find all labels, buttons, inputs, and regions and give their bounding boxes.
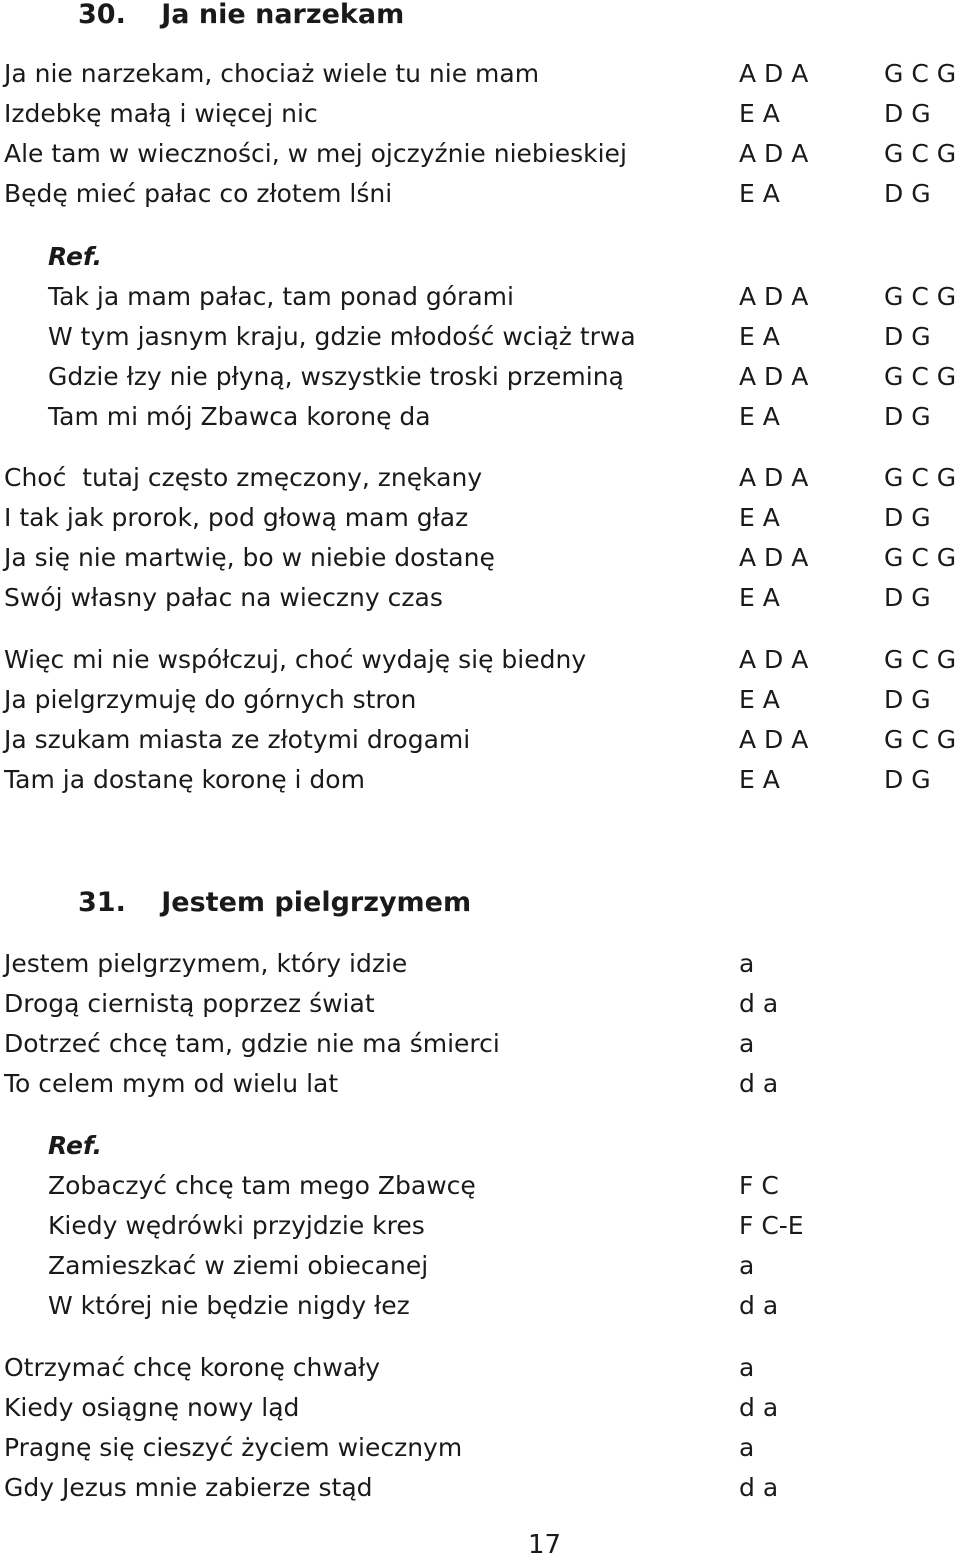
chords: F C-E xyxy=(739,1211,804,1240)
lyric-text: Gdy Jezus mnie zabierze stąd xyxy=(4,1473,373,1502)
chords: D G xyxy=(884,179,931,208)
lyric-text: Będę mieć pałac co złotem lśni xyxy=(4,179,393,208)
chords: E A xyxy=(739,503,780,532)
chords: d a xyxy=(739,1393,779,1422)
chords: E A xyxy=(739,583,780,612)
refrain-label: Ref. xyxy=(48,1131,102,1160)
lyric-text: Zamieszkać w ziemi obiecanej xyxy=(48,1251,429,1280)
chords: E A xyxy=(739,322,780,351)
chords: D G xyxy=(884,685,931,714)
chords: d a xyxy=(739,989,779,1018)
song-title xyxy=(78,888,471,918)
chords: E A xyxy=(739,685,780,714)
lyric-text: Tam ja dostanę koronę i dom xyxy=(4,765,365,794)
lyric-text: Zobaczyć chcę tam mego Zbawcę xyxy=(48,1171,476,1200)
chords: G C G xyxy=(884,543,957,572)
chords: D G xyxy=(884,322,931,351)
lyric-text: Kiedy osiągnę nowy ląd xyxy=(4,1393,300,1422)
lyric-text: Gdzie łzy nie płyną, wszystkie troski przeminą xyxy=(48,362,624,391)
chords: a xyxy=(739,1251,755,1280)
refrain-line xyxy=(0,400,960,434)
refrain-label: Ref. xyxy=(48,242,102,271)
chords: A D A xyxy=(739,59,809,88)
lyric-line xyxy=(0,97,960,131)
chords: d a xyxy=(739,1473,779,1502)
lyric-text: Tam mi mój Zbawca koronę da xyxy=(48,402,431,431)
chords: A D A xyxy=(739,139,809,168)
chords: A D A xyxy=(739,645,809,674)
lyric-text: Tak ja mam pałac, tam ponad górami xyxy=(48,282,514,311)
chords: G C G xyxy=(884,282,957,311)
refrain-line xyxy=(0,1209,960,1243)
lyric-text: Swój własny pałac na wieczny czas xyxy=(4,583,443,612)
chords: a xyxy=(739,1029,755,1058)
lyric-line xyxy=(0,541,960,575)
refrain-line xyxy=(0,320,960,354)
lyric-line xyxy=(0,643,960,677)
lyric-text: W tym jasnym kraju, gdzie młodość wciąż trwa xyxy=(48,322,636,351)
lyric-text: Więc mi nie współczuj, choć wydaję się biedny xyxy=(4,645,587,674)
lyric-text: W której nie będzie nigdy łez xyxy=(48,1291,410,1320)
chords: A D A xyxy=(739,543,809,572)
lyric-text: Ale tam w wieczności, w mej ojczyźnie niebieskiej xyxy=(4,139,627,168)
lyric-text: Dotrzeć chcę tam, gdzie nie ma śmierci xyxy=(4,1029,500,1058)
lyric-line xyxy=(0,137,960,171)
lyric-line xyxy=(0,177,960,211)
chords: A D A xyxy=(739,463,809,492)
lyric-line xyxy=(0,683,960,717)
song-name: Jestem pielgrzymem xyxy=(161,887,472,918)
chords: A D A xyxy=(739,282,809,311)
chords: E A xyxy=(739,402,780,431)
lyric-line xyxy=(0,1391,960,1425)
song-number: 30. xyxy=(78,0,126,30)
refrain-line xyxy=(0,360,960,394)
chords: d a xyxy=(739,1069,779,1098)
lyric-text: To celem mym od wielu lat xyxy=(4,1069,339,1098)
lyric-text: I tak jak prorok, pod głową mam głaz xyxy=(4,503,469,532)
lyric-text: Jestem pielgrzymem, który idzie xyxy=(4,949,408,978)
chords: E A xyxy=(739,765,780,794)
lyric-line xyxy=(0,57,960,91)
chords: G C G xyxy=(884,59,957,88)
song-name: Ja nie narzekam xyxy=(161,0,405,30)
lyric-text: Kiedy wędrówki przyjdzie kres xyxy=(48,1211,425,1240)
chords: E A xyxy=(739,179,780,208)
lyric-line xyxy=(0,723,960,757)
chords: F C xyxy=(739,1171,779,1200)
lyric-line xyxy=(0,581,960,615)
chords: D G xyxy=(884,583,931,612)
lyric-text: Drogą ciernistą poprzez świat xyxy=(4,989,375,1018)
lyric-text: Ja się nie martwię, bo w niebie dostanę xyxy=(4,543,495,572)
lyric-text: Ja pielgrzymuję do górnych stron xyxy=(4,685,417,714)
lyric-line xyxy=(0,763,960,797)
lyric-text: Otrzymać chcę koronę chwały xyxy=(4,1353,381,1382)
lyric-text: Pragnę się cieszyć życiem wiecznym xyxy=(4,1433,463,1462)
chords: D G xyxy=(884,99,931,128)
chords: d a xyxy=(739,1291,779,1320)
refrain-line xyxy=(0,1289,960,1323)
lyric-line xyxy=(0,1027,960,1061)
lyric-line xyxy=(0,1471,960,1505)
song-number: 31. xyxy=(78,887,126,918)
lyric-line xyxy=(0,1431,960,1465)
lyric-line xyxy=(0,501,960,535)
song-title xyxy=(78,0,404,30)
lyric-line xyxy=(0,1067,960,1101)
page-number: 17 xyxy=(528,1530,562,1560)
chords: G C G xyxy=(884,463,957,492)
lyric-line xyxy=(0,1351,960,1385)
chords: A D A xyxy=(739,725,809,754)
chords: D G xyxy=(884,503,931,532)
lyric-line xyxy=(0,461,960,495)
chords: E A xyxy=(739,99,780,128)
chords: a xyxy=(739,1433,755,1462)
lyric-line xyxy=(0,947,960,981)
lyric-text: Ja nie narzekam, chociaż wiele tu nie mam xyxy=(4,59,540,88)
chords: A D A xyxy=(739,362,809,391)
chords: a xyxy=(739,1353,755,1382)
lyric-text: Izdebkę małą i więcej nic xyxy=(4,99,318,128)
lyric-line xyxy=(0,987,960,1021)
refrain-line xyxy=(0,1249,960,1283)
lyric-text: Ja szukam miasta ze złotymi drogami xyxy=(4,725,471,754)
chords: G C G xyxy=(884,725,957,754)
refrain-line xyxy=(0,280,960,314)
refrain-line xyxy=(0,1169,960,1203)
chords: G C G xyxy=(884,362,957,391)
lyric-text: Choć tutaj często zmęczony, znękany xyxy=(4,463,483,492)
chords: a xyxy=(739,949,755,978)
chords: G C G xyxy=(884,139,957,168)
chords: G C G xyxy=(884,645,957,674)
chords: D G xyxy=(884,765,931,794)
chords: D G xyxy=(884,402,931,431)
